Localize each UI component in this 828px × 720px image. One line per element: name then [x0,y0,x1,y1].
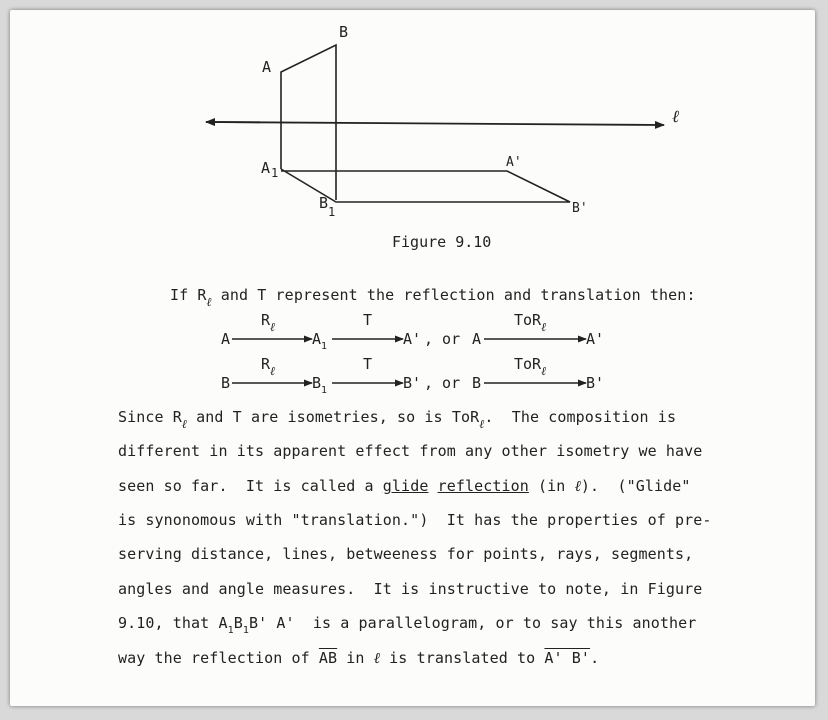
para-l7-s1: 1 [227,625,234,636]
point-label-a: A [262,58,272,76]
intro-text-2: and T represent the reflection and translation then: [211,286,696,304]
point-label-a1: A [261,159,271,177]
point-label-b-prime: B' [572,201,588,216]
eq2-alt-start: B [472,374,482,392]
eq1-sep: , or [424,330,461,348]
para-l3-d: ). ("Glide" [580,477,691,495]
segment-ap-bp: A' B' [544,649,591,667]
para-l8-b: in [337,649,374,667]
para-l1-b: and T are isometries, so is ToR [187,408,480,426]
eq1-start: A [221,330,231,348]
para-l3-c: (in [528,477,575,495]
line-label-ell: ℓ [672,107,680,127]
para-l7-a: 9.10, that A [118,614,228,632]
para-l3-b [428,477,437,495]
para-l7-s2: 1 [242,625,249,636]
eq2-alt-tor: ToR [514,355,542,373]
eq2-alt-end: B' [586,374,605,392]
eq2-step1-label [261,355,276,378]
eq1-mid-sub: 1 [321,341,328,352]
eq2-step1-sub: ℓ [270,364,276,378]
eq1-step1-r: R [261,311,271,329]
document-page [10,10,815,706]
eq2-mid-sub: 1 [321,385,328,396]
eq2-mid [312,374,328,396]
para-line-3 [118,477,691,496]
point-label-a-prime: A' [506,155,522,170]
figure-caption: Figure 9.10 [392,233,492,251]
eq2-step2-label: T [363,355,373,373]
eq1-arrows [10,10,815,430]
eq1-alt-tor: ToR [514,311,542,329]
intro-text-1: If R [170,286,207,304]
eq1-end: A' [403,330,422,348]
para-l1-sub2: ℓ [479,417,485,431]
para-l1-a: Since R [118,408,182,426]
para-line-7 [118,614,697,636]
point-label-b1: B [319,194,329,212]
eq1-alt-end: A' [586,330,605,348]
para-l7-b: B [233,614,243,632]
point-label-a1-sub: 1 [271,166,279,180]
para-l8-c: is translated to [380,649,545,667]
point-label-b: B [339,23,349,41]
para-l8-a: way the reflection of [118,649,319,667]
intro-sub: ℓ [206,295,212,309]
para-line-1 [118,408,677,431]
eq2-step1-r: R [261,355,271,373]
segment-ab: $\overline{AB}$ [318,649,338,667]
para-line-4: is synonomous with "translation.") It has the properties of pre- [118,511,712,529]
term-glide: glide [382,477,429,495]
para-line-2: different in its apparent effect from any other isometry we have [118,442,703,460]
para-l3-a: seen so far. It is called a [118,477,383,495]
para-l8-ell: ℓ [373,649,381,667]
eq1-alt-start: A [472,330,482,348]
term-reflection: reflection [437,477,529,495]
eq2-start: B [221,374,231,392]
para-l1-sub1: ℓ [181,417,188,431]
para-line-6: angles and angle measures. It is instructive to note, in Figure [118,580,703,598]
eq2-mid-letter: B [312,374,322,392]
eq1-step1-sub: ℓ [270,320,276,334]
point-label-b1-sub: 1 [328,205,336,219]
eq1-step2-label: T [363,311,373,329]
para-l3-ell: ℓ [574,477,581,495]
para-l7-c: B' A' is a parallelogram, or to say this another [248,614,697,632]
eq2-end: B' [403,374,422,392]
para-line-8 [118,649,599,668]
eq2-alt-label [514,355,547,378]
eq1-alt-sub: ℓ [541,320,547,334]
eq1-mid-letter: A [312,330,322,348]
eq2-alt-sub: ℓ [541,364,547,378]
para-l8-d: . [590,649,600,667]
eq2-sep: , or [424,374,461,392]
para-line-5: serving distance, lines, betweeness for points, rays, segments, [118,545,694,563]
para-l1-c: . The composition is [484,408,677,426]
